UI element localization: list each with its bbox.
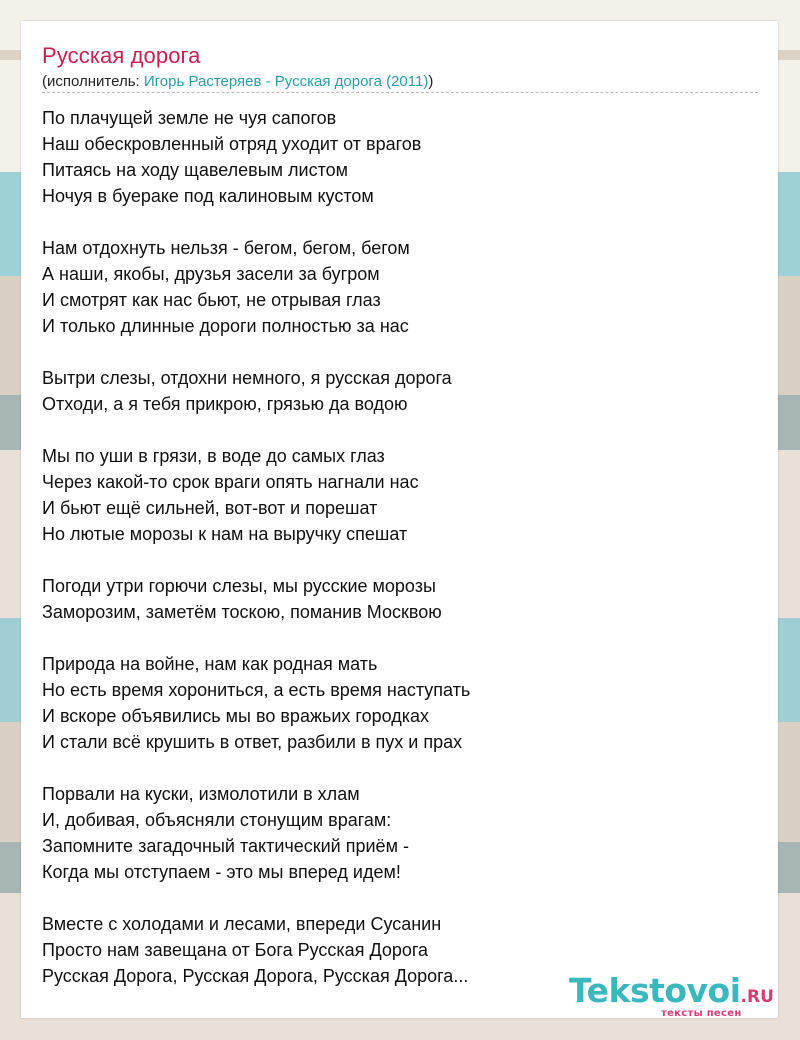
lyrics-stanza — [42, 651, 758, 755]
lyrics-line: И стали всё крушить в ответ, разбили в пух и прах — [42, 732, 463, 752]
lyrics-line: И бьют ещё сильней, вот-вот и порешат — [42, 498, 378, 518]
title-divider — [42, 92, 758, 93]
logo-tld: .RU — [740, 987, 774, 1007]
lyrics-line: Но лютые морозы к нам на выручку спешат — [42, 524, 408, 544]
lyrics-body — [42, 105, 758, 1015]
lyrics-line: Через какой-то срок враги опять нагнали нас — [42, 472, 419, 492]
lyrics-line: По плачущей земле не чуя сапогов — [42, 108, 337, 128]
lyrics-line: Русская Дорога, Русская Дорога, Русская Дорога... — [42, 966, 469, 986]
lyrics-line: Ночуя в буераке под калиновым кустом — [42, 186, 374, 206]
lyrics-line: Мы по уши в грязи, в воде до самых глаз — [42, 446, 385, 466]
lyrics-line: Природа на войне, нам как родная мать — [42, 654, 378, 674]
byline-prefix: (исполнитель: — [42, 73, 144, 90]
lyrics-stanza — [42, 235, 758, 339]
lyrics-line: Просто нам завещана от Бога Русская Дорога — [42, 940, 429, 960]
lyrics-line: Наш обескровленный отряд уходит от врагов — [42, 134, 422, 154]
byline-suffix: ) — [428, 73, 434, 90]
lyrics-line: А наши, якобы, друзья засели за бугром — [42, 264, 380, 284]
logo-name: Tekstovoi — [569, 971, 741, 1010]
lyrics-stanza — [42, 573, 758, 625]
artist-link[interactable]: Игорь Растеряев - Русская дорога (2011) — [143, 73, 429, 90]
lyrics-line: Запомните загадочный тактический приём - — [42, 836, 409, 856]
lyrics-stanza — [42, 105, 758, 209]
logo-tagline: тексты песен — [661, 1008, 742, 1019]
lyrics-line: Но есть время хорониться, а есть время наступать — [42, 680, 471, 700]
lyrics-line: Когда мы отступаем - это мы вперед идем! — [42, 862, 401, 882]
lyrics-stanza — [42, 365, 758, 417]
lyrics-line: Заморозим, заметём тоскою, поманив Москвою — [42, 602, 442, 622]
lyrics-line: Вытри слезы, отдохни немного, я русская дорога — [42, 368, 452, 388]
artist-byline — [42, 73, 433, 90]
lyrics-card — [21, 21, 778, 1018]
lyrics-line: Нам отдохнуть нельзя - бегом, бегом, бегом — [42, 238, 410, 258]
lyrics-stanza — [42, 443, 758, 547]
lyrics-line: Погоди утри горючи слезы, мы русские морозы — [42, 576, 436, 596]
song-title: Русская дорога — [42, 43, 201, 68]
lyrics-line: И вскоре объявились мы во вражьих городках — [42, 706, 430, 726]
site-logo[interactable] — [569, 971, 779, 1021]
lyrics-stanza — [42, 781, 758, 885]
lyrics-line: Вместе с холодами и лесами, впереди Сусанин — [42, 914, 442, 934]
lyrics-line: Порвали на куски, измолотили в хлам — [42, 784, 360, 804]
lyrics-line: И, добивая, объясняли стонущим врагам: — [42, 810, 392, 830]
lyrics-line: И смотрят как нас бьют, не отрывая глаз — [42, 290, 381, 310]
lyrics-line: Отходи, а я тебя прикрою, грязью да водою — [42, 394, 408, 414]
lyrics-line: И только длинные дороги полностью за нас — [42, 316, 409, 336]
lyrics-line: Питаясь на ходу щавелевым листом — [42, 160, 349, 180]
